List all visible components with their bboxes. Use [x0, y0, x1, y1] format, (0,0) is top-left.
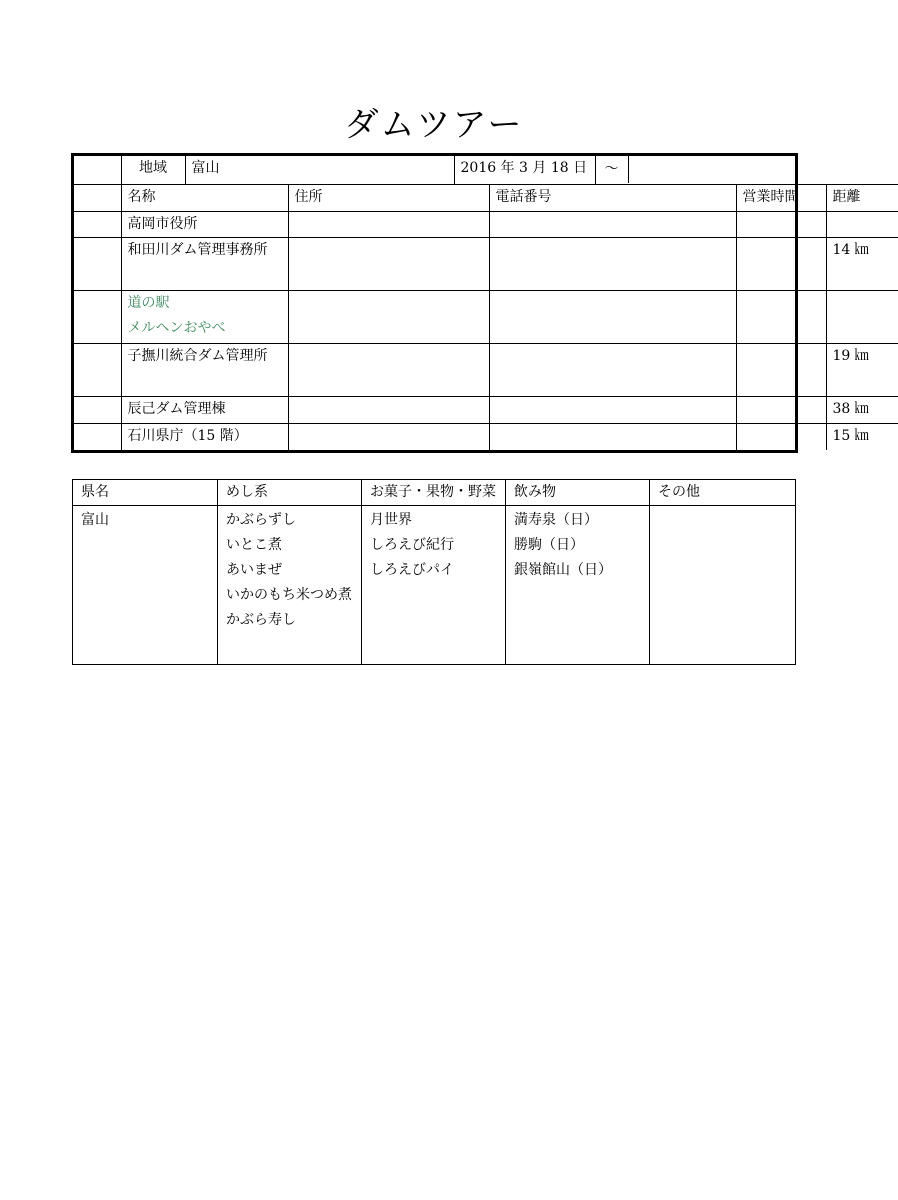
food-header-sweets: お菓子・果物・野菜: [362, 480, 506, 506]
food-table: [72, 479, 796, 665]
table-header-row: [74, 185, 898, 212]
list-item: 銀嶺館山（日）: [514, 562, 612, 578]
region-label: 地域: [121, 156, 185, 185]
table-row: [74, 211, 898, 238]
tilde-mark: ～: [596, 156, 629, 183]
header-address: 住所: [288, 185, 489, 212]
row-name-line2: メルヘンおやべ: [127, 320, 226, 337]
header-phone: 電話番号: [489, 185, 736, 212]
list-item: かぶらずし: [226, 512, 296, 528]
food-body-row: [73, 506, 796, 665]
food-header-drinks: 飲み物: [506, 480, 650, 506]
header-name: 名称: [121, 185, 288, 212]
food-drinks-cell: [506, 506, 650, 665]
tour-table: [74, 156, 898, 450]
date-value: 2016 年 3 月 18 日: [454, 156, 595, 185]
table-row: [74, 344, 898, 397]
list-item: しろえびパイ: [370, 562, 454, 578]
table-row: [74, 238, 898, 291]
header-hours: 営業時間: [736, 185, 826, 212]
list-item: かぶら寿し: [226, 612, 296, 628]
list-item: 勝駒（日）: [514, 537, 584, 553]
row-name: 子撫川統合ダム管理所: [121, 344, 288, 397]
food-other-cell: [650, 506, 796, 665]
list-item: あいまぜ: [226, 562, 282, 578]
row-distance: [826, 291, 898, 344]
region-value: 富山: [185, 156, 454, 185]
table-row: [74, 291, 898, 344]
food-header-row: [73, 480, 796, 506]
row-name: 辰己ダム管理棟: [121, 397, 288, 424]
row-name: 石川県庁（15 階）: [121, 423, 288, 450]
tour-table-frame: [71, 153, 869, 453]
row-name: 高岡市役所: [121, 211, 288, 238]
list-item: いとこ煮: [226, 537, 282, 553]
food-prefecture: 富山: [73, 506, 218, 665]
table-row: [74, 423, 898, 450]
food-sweets-cell: [362, 506, 506, 665]
food-header-meals: めし系: [218, 480, 362, 506]
info-row: [74, 156, 898, 185]
row-distance: 38 ㎞: [826, 397, 898, 424]
list-item: しろえび紀行: [370, 537, 454, 553]
row-distance: 19 ㎞: [826, 344, 898, 397]
row-distance: 14 ㎞: [826, 238, 898, 291]
page-title: ダムツアー: [344, 105, 524, 145]
header-distance: 距離: [826, 185, 898, 212]
food-header-prefecture: 県名: [73, 480, 218, 506]
food-header-other: その他: [650, 480, 796, 506]
food-meals-cell: [218, 506, 362, 665]
list-item: いかのもち米つめ煮: [226, 587, 352, 603]
table-row: [74, 397, 898, 424]
row-distance: [826, 211, 898, 238]
row-name-line1: 道の駅: [127, 295, 170, 312]
row-distance: 15 ㎞: [826, 423, 898, 450]
list-item: 満寿泉（日）: [514, 512, 598, 528]
list-item: 月世界: [370, 512, 412, 528]
row-name: [121, 291, 288, 344]
row-name: 和田川ダム管理事務所: [121, 238, 288, 291]
